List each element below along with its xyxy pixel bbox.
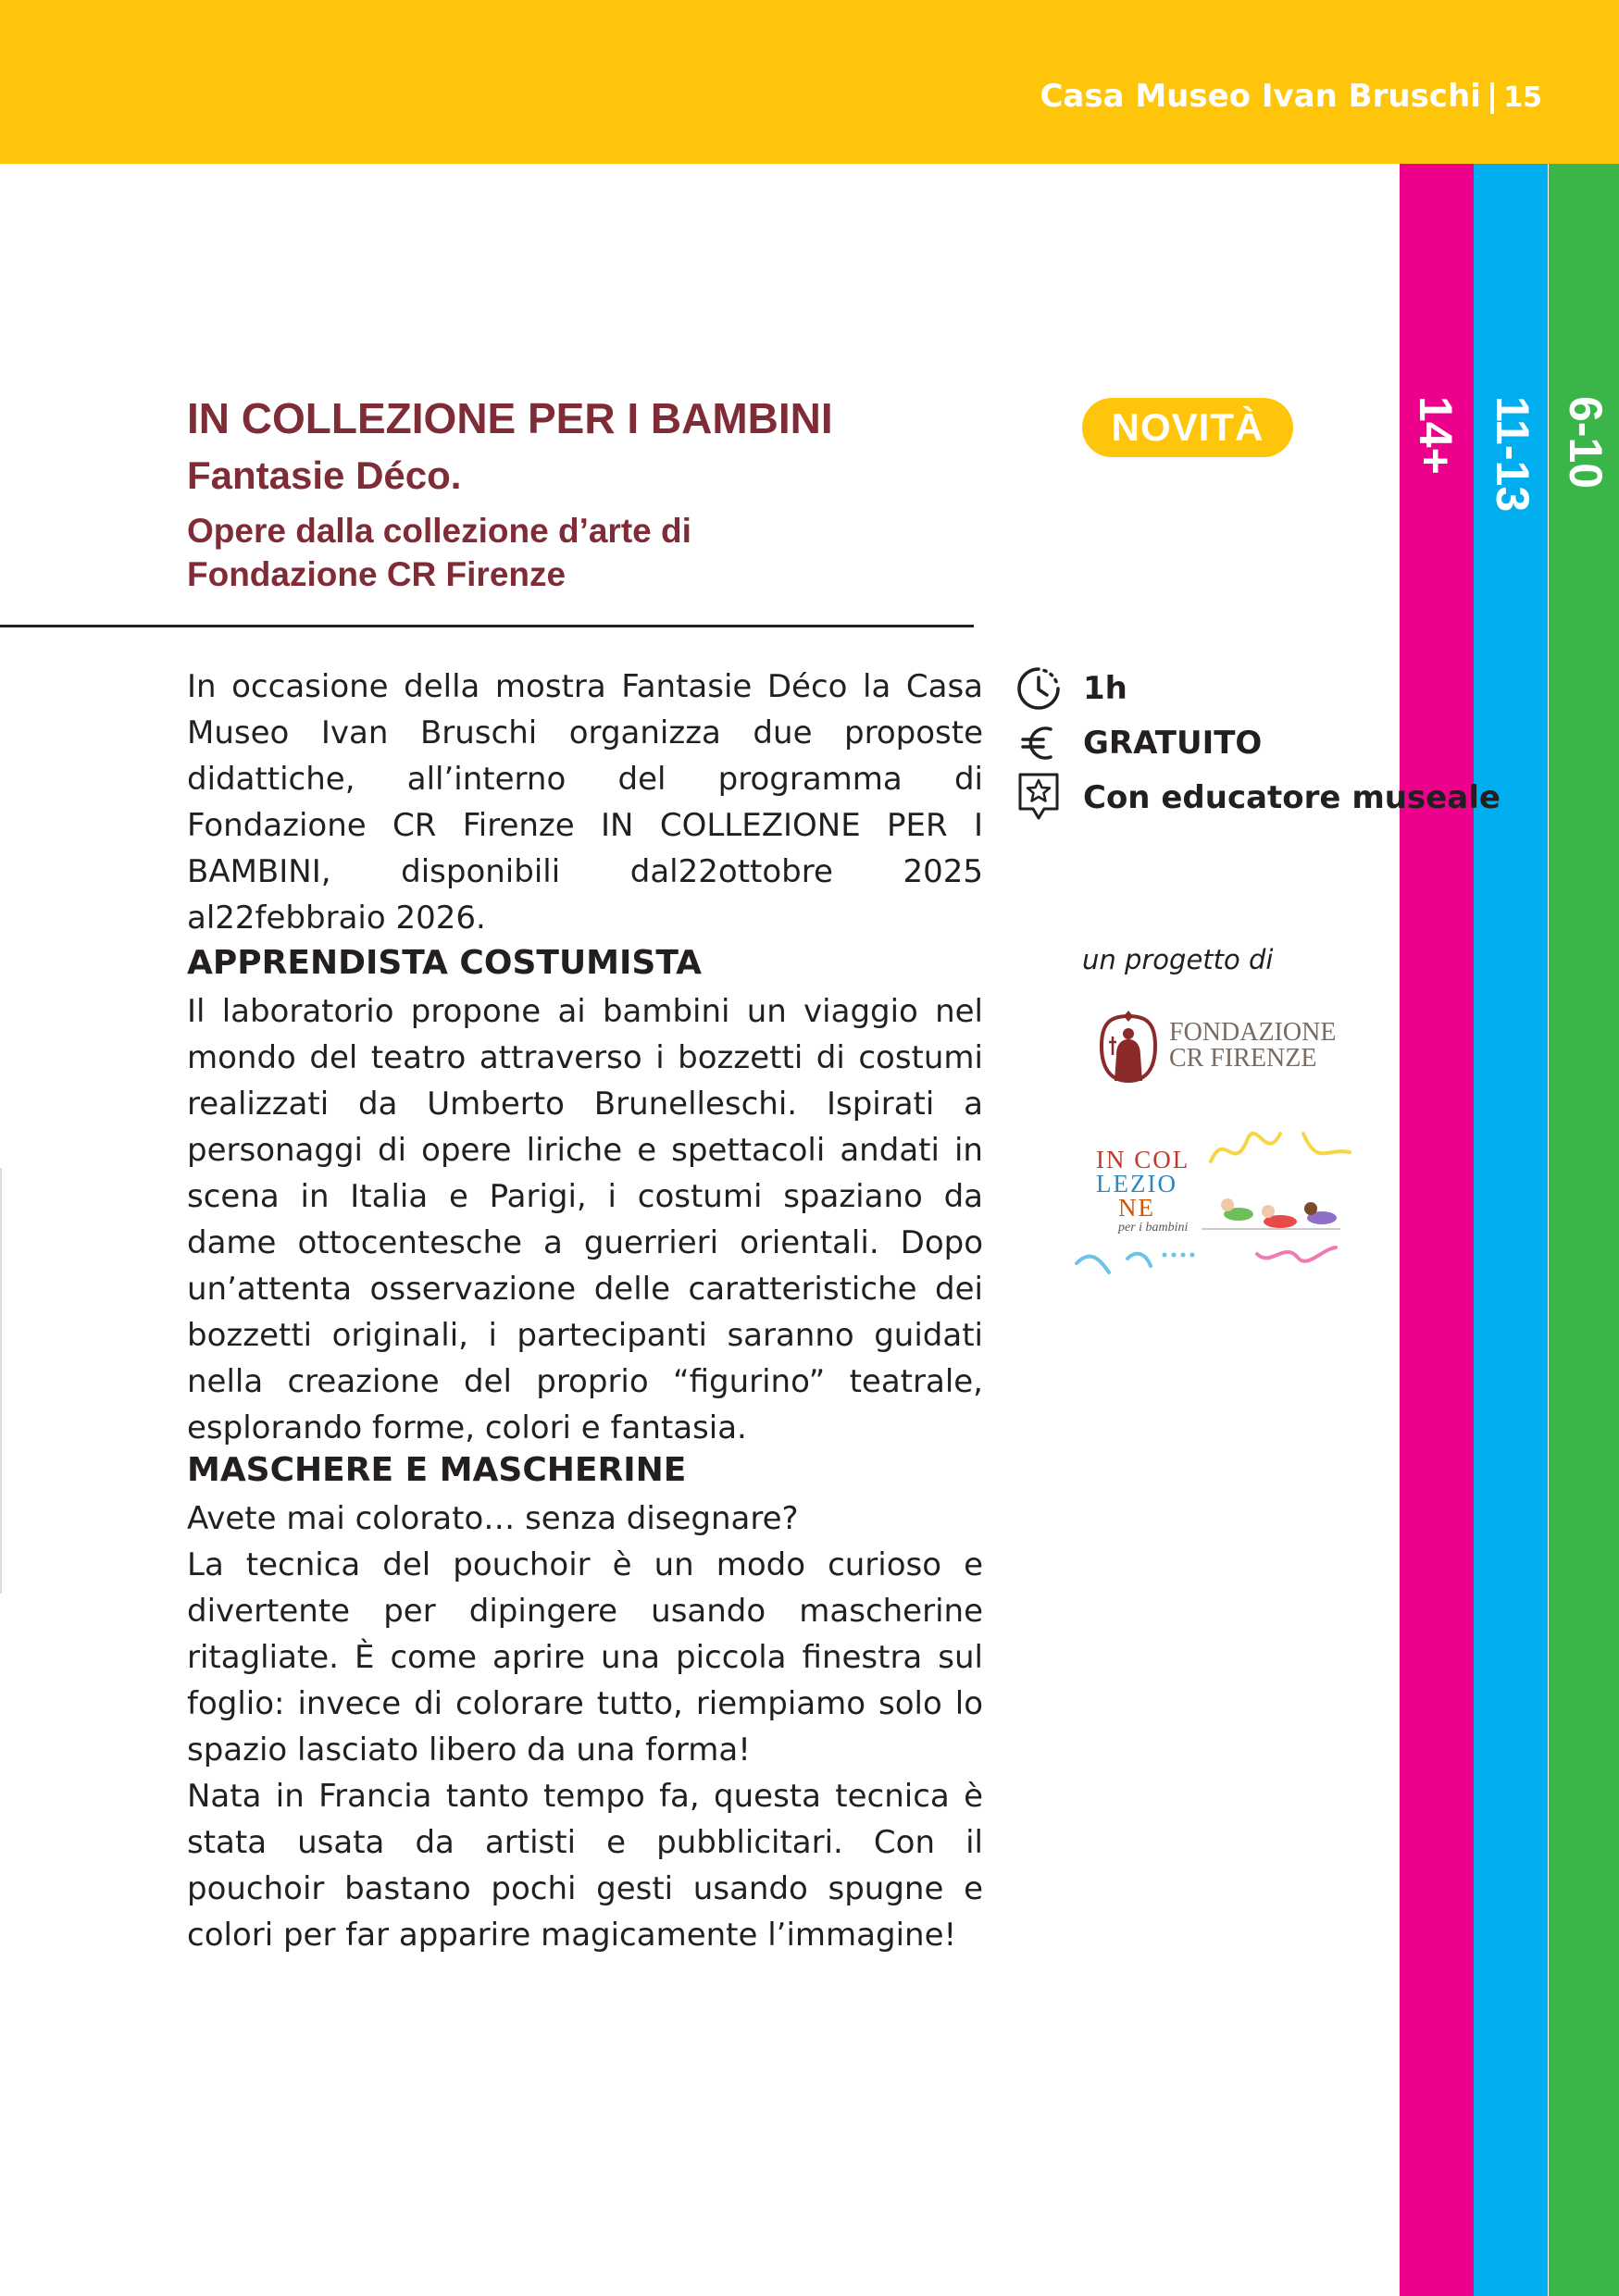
fondazione-line-2: CR FIRENZE [1169, 1044, 1317, 1073]
section-body-maschere [187, 1496, 983, 1958]
in-collezione-logo [1072, 1120, 1359, 1286]
age-label-6-10: 6-10 [1560, 396, 1612, 490]
page-number: 15 [1503, 81, 1542, 114]
guide-label: Con educatore museale [1083, 779, 1501, 816]
price-label: GRATUITO [1083, 725, 1263, 762]
age-label-14-plus: 14+ [1410, 396, 1462, 475]
intro-paragraph: In occasione della mostra Fantasie Déco la Casa Museo Ivan Bruschi organizza due proposte didattiche, all’interno del programma di Fondazione CR Firenze IN COLLEZIONE PER I BAMBINI, disponibili dal22ottobre 2025 al22febbraio 2026. [187, 668, 983, 937]
in-collezione-line-4: per i bambini [1118, 1221, 1189, 1235]
page-subtitle-2: Opere dalla collezione d’arte di Fondazione CR Firenze [187, 512, 691, 593]
info-guide [1015, 775, 1501, 821]
margin-line [0, 1168, 2, 1594]
section-paragraph: Avete mai colorato… senza disegnare? [187, 1500, 799, 1537]
age-label-11-13: 11-13 [1487, 396, 1538, 513]
page-subtitle: Fantasie Déco. [187, 453, 462, 497]
section-heading-apprendista: APPRENDISTA COSTUMISTA [187, 944, 702, 982]
badge-star-icon [1015, 775, 1062, 821]
duration-label: 1h [1083, 670, 1127, 707]
in-collezione-doodle-icon [1072, 1120, 1359, 1286]
novita-badge: NOVITÀ [1082, 398, 1293, 457]
fondazione-emblem-icon [1092, 1009, 1164, 1088]
header-separator: | [1486, 78, 1499, 115]
section-paragraph: Nata in Francia tanto tempo fa, questa tecnica è stata usata da artisti e pubblicitari. Con il pouchoir bastano pochi gesti usando spugne e colori per far apparire magicamente l’immagine! [187, 1778, 983, 1954]
section-heading-maschere: MASCHERE E MASCHERINE [187, 1451, 687, 1489]
in-collezione-line-3: NE [1118, 1194, 1155, 1222]
in-collezione-line-2: LEZIO [1096, 1170, 1177, 1198]
header-museum-name: Casa Museo Ivan Bruschi [1040, 78, 1481, 115]
fondazione-cr-firenze-logo [1092, 1009, 1342, 1088]
info-duration [1015, 665, 1127, 712]
in-collezione-line-1: IN COL [1096, 1146, 1190, 1173]
header-title [1040, 78, 1542, 115]
age-stripe-14-plus [1400, 164, 1474, 2296]
project-label: un progetto di [1082, 944, 1274, 975]
fondazione-line-1: FONDAZIONE [1169, 1018, 1337, 1047]
info-price [1015, 720, 1262, 766]
section-paragraph: Il laboratorio propone ai bambini un viaggio nel mondo del teatro attraverso i bozzetti di costumi realizzati da Umberto Brunelleschi. Ispirati a personaggi di opere liriche e spettacoli andati in scena in Italia e Parigi, i costumi spaziano da dame ottocentesche a guerrieri orientali. Dopo un’attenta osservazione delle caratteristiche dei bozzetti originali, i partecipanti saranno guidati nella creazione del proprio “figurino” teatrale, esplorando forme, colori e fantasia. [187, 993, 983, 1446]
section-body-apprendista [187, 988, 983, 1451]
euro-icon [1015, 720, 1062, 766]
section-paragraph: La tecnica del pouchoir è un modo curioso e divertente per dipingere usando mascherine ritagliate. È come aprire una piccola finestra sul foglio: invece di colorare tutto, riempiamo solo lo spazio lasciato libero da una forma! [187, 1546, 983, 1769]
title-divider [0, 625, 974, 627]
page-title: IN COLLEZIONE PER I BAMBINI [187, 394, 833, 442]
clock-icon [1015, 665, 1062, 712]
